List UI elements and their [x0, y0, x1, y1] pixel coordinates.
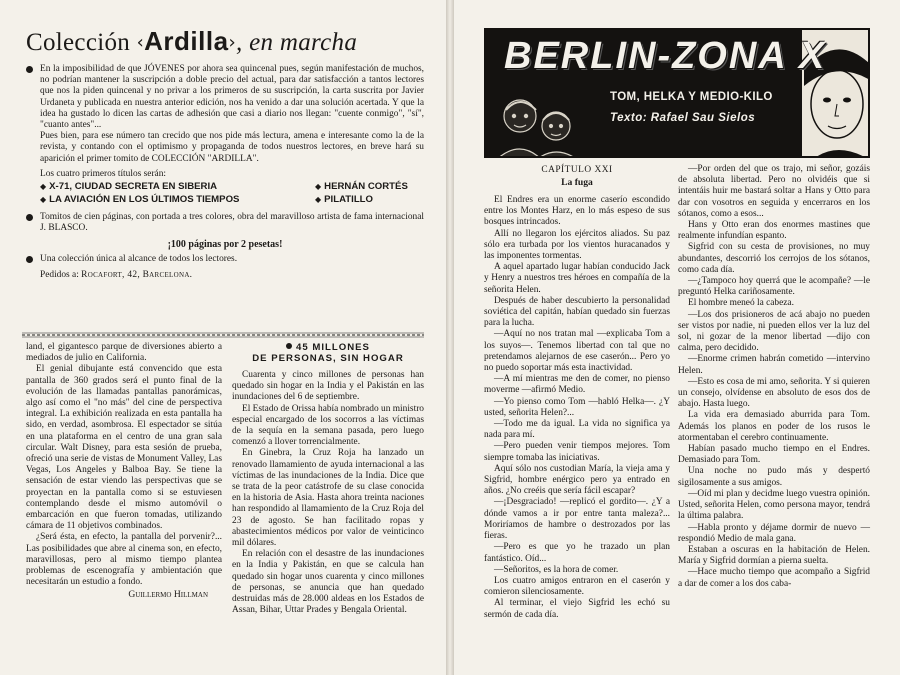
story-paragraph: —Hace mucho tiempo que acompaño a Sigfrid a dar de comer a los dos caba- — [678, 567, 870, 589]
story-paragraph: El hombre meneó la cabeza. — [688, 298, 794, 309]
floods-headline-line-2: DE PERSONAS, SIN HOGAR — [252, 353, 404, 364]
floods-headline-line-1: 45 MILLONES — [296, 342, 370, 353]
story-paragraph: Después de haber descubierto la personalidad soviética del capitán, habían quedado sin fuerzas para la lucha. — [484, 295, 670, 329]
disney-paragraph-1: land, el gigantesco parque de diversiones abierto a mediados de julio en California. — [26, 342, 222, 364]
left-page — [0, 0, 446, 675]
book-title-item: ◆ PILATILLO — [315, 193, 374, 205]
story-paragraph: A aquel apartado lugar habían conducido Jack y Henry a nuestros tres héroes en compañía de la señorita Helen. — [484, 262, 670, 295]
floods-headline — [232, 342, 424, 364]
announcement-bullet-tomitos — [26, 212, 424, 234]
book-titles-list — [40, 181, 424, 206]
story-paragraph: —Yo pienso como Tom —habló Helka—. ¿Y usted, señorita Helen?... — [484, 396, 670, 418]
story-paragraph: —Pero es que yo he trazado un plan fantástico. Oíd... — [484, 542, 670, 564]
diamond-bullet-icon: ◆ — [40, 194, 47, 204]
story-paragraph: —Aquí no nos tratan mal —explicaba Tom a los suyos—. Tenemos libertad con tal que no pretendamos alejarnos de ese caserón... Pero yo no puedo soportar más esta inactividad. — [484, 329, 670, 374]
story-paragraph: Allí no llegaron los ejércitos aliados. Su paz sólo era turbada por los vientos huracanados y las imponentes tormentas. — [484, 228, 670, 262]
floods-paragraph-1: Cuarenta y cinco millones de personas han quedado sin hogar en la India y el Pakistán en las inundaciones del 6 de septiembre. — [232, 370, 424, 403]
story-paragraph: —Pero pueden venir tiempos mejores. Tom siempre tomaba las iniciativas. — [484, 441, 670, 463]
story-paragraph: Los cuatro amigos entraron en el caserón y comieron silenciosamente. — [484, 575, 670, 598]
article-signature: Guillermo Hillman — [128, 589, 208, 601]
story-paragraph: El Endres era un enorme caserío escondido entre los Montes Harz, en lo más espeso de sus bosques intrincados. — [484, 195, 670, 228]
tomitos-text: Tomitos de cien páginas, con portada a tres colores, obra del maravilloso artista de fama internacional J. BLASCO. — [40, 211, 424, 234]
disney-paragraph-3: ¿Será ésta, en efecto, la pantalla del porvenir?... Las posibilidades que abre al cinema son, en efecto, maravillosas, pero al mismo tiempo plantea problemas de escenografía y ambientación que necesitarán un estudio a fondo. — [26, 532, 222, 588]
diamond-bullet-icon: ◆ — [40, 181, 47, 191]
story-paragraph: Sigfrid con su cesta de provisiones, no muy abundantes, descorrió los cerrojos de los sótanos, como cada día. — [678, 242, 870, 275]
price-line: ¡100 páginas por 2 pesetas! — [167, 239, 283, 251]
story-author: Texto: Rafael Sau Sielos — [610, 112, 756, 124]
story-paragraph: —Por orden del que os trajo, mi señor, gozáis de absoluta libertad. Pero no olvidéis que si intentáis huir me bastará soltar a Hans y Otto para dar con vosotros en seguida y encerraros en los sótanos, como a esos... — [678, 164, 870, 219]
story-paragraph: —Enorme crimen habrán cometido —intervino Helen. — [678, 354, 870, 376]
orders-line — [40, 270, 424, 280]
floods-paragraph-3: En Ginebra, la Cruz Roja ha lanzado un renovado llamamiento de ayuda internacional a las víctimas de las inundaciones de la India. Dice que se trata de la peor catástrofe de su clase conocida en la historia de Asia. Hasta ahora treinta naciones han respondido al llamamiento de la Cruz Roja del 23 de agosto. Se han facilitado ropas y abastecimientos médicos por valor de veinticinco mil dólares. — [232, 448, 424, 549]
disney-paragraph-2: El genial dibujante está convencido que esta pantalla de 360 grados será el punto final de la evolución de las llamadas pantallas panorámicas, algo así como el "no más" del cine de perspectiva integral. La exhibición realizada en esta pantalla ha sido, en verdad, asombrosa. El espectador se sitúa en una plataforma en el centro de una gran sala circular. Walt Disney, para esta sesión de prueba, ofreció una serie de vistas de Monument Valley, Las Vegas, Los Angeles y Balboa Bay. Se tiene la sensación de estar viendo las perspectivas que se proyectan en la pantalla como si se estuviesen contemplando desde el mismo automóvil o embarcación en que fueron tomadas, utilizando cámara de 11 objetivos combinados. — [26, 364, 222, 532]
floods-paragraph-2: El Estado de Orissa había nombrado un ministro especial encargado de los socorros a las víctimas de la sequía en la semana pasada, pero luego comenzó a llover torrencialmente. — [232, 403, 424, 448]
bullet-dot-icon — [26, 66, 33, 73]
brand-open-mark: ‹ — [136, 32, 145, 53]
story-column-1 — [484, 164, 670, 621]
story-paragraph: —A mí mientras me den de comer, no pienso moverme —afirmó Medio. — [484, 374, 670, 396]
book-title-item: ◆ LA AVIACIÓN EN LOS ÚLTIMOS TIEMPOS — [40, 193, 240, 205]
ornamental-divider — [22, 330, 424, 340]
collection-title-suffix: , en marcha — [236, 29, 358, 56]
announcement-bullet-unique — [26, 254, 424, 265]
story-paragraph: Al terminar, el viejo Sigfrid les echó su sermón de cada día. — [484, 598, 670, 620]
orders-address: Rocafort, 42, Barcelona. — [81, 270, 193, 281]
story-paragraph: —Oíd mi plan y decidme luego vuestra opinión. Usted, señorita Helen, como persona mayor, tendrá la última palabra. — [678, 488, 871, 522]
announcement-paragraph-1: En la imposibilidad de que JÓVENES por ahora sea quincenal pues, según manifestación de muchos, no podrían mantener la suscripción a doble precio del actual, para dar satisfacción a tantos lectores que nos la piden quincenal y no privar a los primeros de su suscripción, la carta suscrita por Javier Urdaneta y publicada en nuestra anterior edición, nos ha venido a dar una solución acertada. Y que la idea ha gustado lo dicen las cartas de adhesión que casi a diario nos llegan: "cuente conmigo", "sí", "cuanto antes"... — [40, 64, 424, 131]
titles-intro: Los cuatro primeros títulos serán: — [40, 168, 167, 179]
bullet-dot-icon — [26, 214, 33, 221]
chapter-label: CAPÍTULO XXI — [541, 165, 613, 175]
diamond-bullet-icon: ◆ — [315, 194, 322, 204]
story-paragraph: Aquí sólo nos custodian María, la vieja ama y Sigfrid, hombre enérgico pero ya entrado en años. ¿No creéis que sería fácil escapar? — [484, 463, 670, 497]
book-title-item: ◆ HERNÁN CORTÉS — [315, 180, 408, 192]
book-gutter — [446, 0, 454, 675]
right-page — [454, 0, 900, 675]
story-paragraph: —Los dos prisioneros de acá abajo no pueden ser vistos por nadie, ni pueden ellos ver la luz del sol, ni gozar de la menor libertad —dijo con calma, pero decidido. — [678, 309, 870, 354]
story-paragraph: —¿Tampoco hoy querrá que le acompañe? —le preguntó Helka cariñosamente. — [678, 276, 870, 298]
story-paragraph: —¡Desgraciado! —replicó el gordito—. ¿Y a dónde vamos a ir por entre tanta maleza?... Moriríamos de hambre o destrozados por las fieras. — [484, 497, 670, 542]
orders-label: Pedidos a: — [40, 270, 79, 281]
boys-illustration-icon — [496, 100, 578, 158]
chapter-title: La fuga — [561, 177, 593, 188]
floods-article-column — [232, 342, 424, 616]
headline-dot-icon — [286, 343, 292, 349]
story-paragraph: —Habla pronto y déjame dormir de nuevo —respondió Medio de mala gana. — [678, 522, 870, 544]
story-banner — [484, 28, 870, 158]
announcement-paragraph-2: Pues bien, para ese número tan crecido que nos pide más lectura, amena e interesante como la de la revista, y contando con el optimismo y propaganda de todos nuestros lectores, en breve hará su aparición el primer tomito de COLECCIÓN "ARDILLA". — [40, 131, 424, 164]
story-paragraph: La vida era demasiado aburrida para Tom. Además los planos en poder de los rusos le atormentaban el cerebro continuamente. — [678, 410, 870, 443]
collection-announcement — [26, 64, 424, 280]
story-paragraph: —Señoritos, es la hora de comer. — [494, 564, 619, 575]
floods-paragraph-4: En relación con el desastre de las inundaciones en la India y Pakistán, en que se calcula han quedado sin hogar unos cuarenta y cinco millones de personas, se anuncia que han quedado destruidas más de 28.000 aldeas en los Estados de Assan, Bihar, Uttar Prades y Bengala Oriental. — [232, 549, 424, 616]
announcement-bullet-main — [26, 64, 424, 165]
diamond-bullet-icon: ◆ — [315, 181, 322, 191]
story-subtitle: TOM, HELKA Y MEDIO-KILO — [606, 90, 777, 104]
disney-article-column — [26, 342, 222, 600]
story-paragraph: —Todo me da igual. La vida no significa ya nada para mí. — [484, 419, 670, 441]
unique-collection-text: Una colección única al alcance de todos los lectores. — [40, 254, 238, 265]
story-title: BERLIN-ZONA X — [504, 35, 827, 77]
story-paragraph: Habían pasado mucho tiempo en el Endres. Demasiado para Tom. — [678, 444, 870, 466]
story-column-2 — [678, 164, 870, 590]
book-title-item: ◆ X-71, CIUDAD SECRETA EN SIBERIA — [40, 180, 218, 192]
brand-close-mark: › — [228, 32, 237, 53]
story-paragraph: Estaban a oscuras en la habitación de Helen. María y Sigfrid dormían a pierna suelta. — [678, 544, 870, 567]
collection-title — [26, 26, 426, 58]
bullet-dot-icon — [26, 256, 33, 263]
story-paragraph: Hans y Otto eran dos enormes mastines que realmente infundían espanto. — [678, 220, 870, 242]
story-paragraph: Una noche no pudo más y despertó sigilosamente a sus amigos. — [678, 466, 870, 488]
collection-title-prefix: Colección — [26, 29, 131, 56]
collection-brand: Ardilla — [144, 26, 229, 56]
story-paragraph: —Esto es cosa de mi amo, señorita. Y si quieren un consejo, olvídense en absoluto de esos dos de abajo. Hasta luego. — [678, 376, 870, 410]
